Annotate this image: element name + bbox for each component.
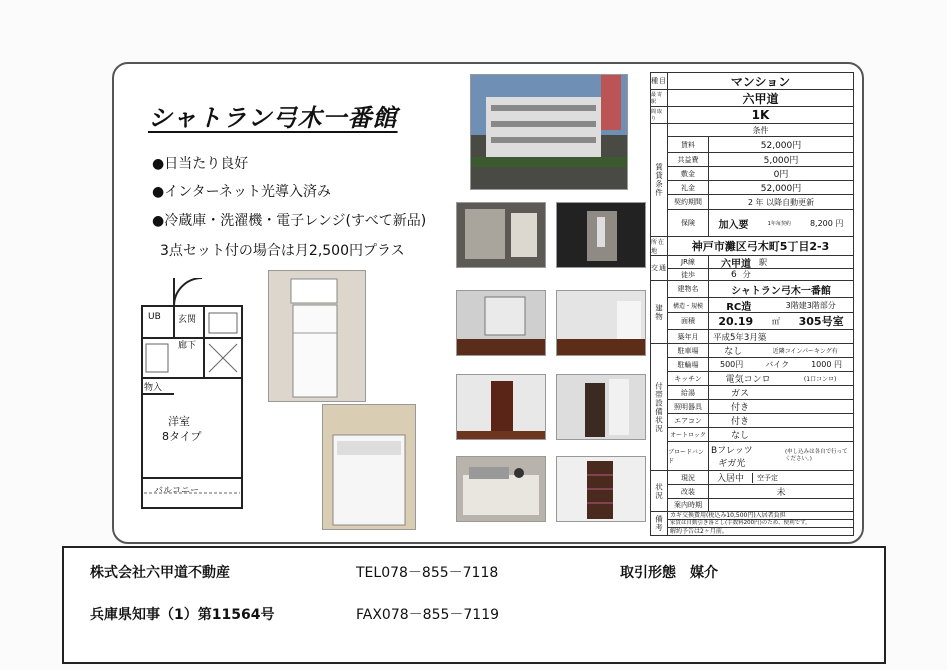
gas-label: 給湯: [668, 386, 709, 399]
kitchen-value: 電気コンロ: [725, 375, 771, 385]
property-title: シャトラン弓木一番館: [148, 103, 398, 132]
plan-label-genkan: 玄関: [178, 315, 197, 325]
vacancy-label: 空予定: [752, 473, 778, 483]
deposit-value: 0円: [773, 170, 789, 180]
parking-note: 近隣コインパーキング有: [772, 348, 838, 355]
entrance-photo: [456, 202, 546, 268]
walk-label: 徒歩: [668, 269, 709, 280]
key-label: 礼金: [668, 181, 709, 194]
plan-label-room: 洋室: [168, 415, 190, 428]
reform-value: 未: [776, 488, 786, 498]
insurance-note: 1年毎契約: [767, 220, 791, 227]
ac-value: 付き: [731, 417, 750, 427]
plan-label-ub: UB: [148, 312, 161, 322]
fridge-microwave-photo: [268, 270, 366, 402]
autolock-label: オートロック: [668, 428, 709, 441]
built-label: 築年月: [668, 330, 709, 343]
autolock-value: なし: [731, 431, 750, 441]
plan-label-balcony: バルコニー: [154, 486, 200, 496]
status-value: 入居中: [717, 474, 745, 484]
remark-3: 解約予告は2ヶ月前。: [670, 528, 728, 535]
common-value: 5,000円: [763, 156, 799, 166]
shoebox-photo: [556, 456, 646, 522]
bike-value: 500円: [719, 360, 744, 369]
key-value: 52,000円: [760, 184, 802, 194]
walk-value: 6: [731, 269, 737, 280]
area-value: 20.19: [718, 314, 754, 328]
room-photo-2: [556, 290, 646, 356]
motorbike-label: バイク: [765, 360, 790, 369]
struct-label: 構造・規模: [668, 298, 709, 312]
kitchen-photo: [456, 456, 546, 522]
door-photo: [456, 374, 546, 440]
deal-type: 取引形態 媒介: [620, 565, 718, 581]
cat-type: 種目: [651, 73, 668, 90]
feature-item: ●冷蔵庫・洗濯機・電子レンジ(すべて新品): [152, 213, 427, 229]
corridor-photo: [556, 202, 646, 268]
motorbike-fee: 1000 円: [811, 360, 842, 369]
cond-header: 条件: [752, 125, 769, 135]
spec-table: [650, 72, 854, 536]
rent-label: 賃料: [668, 137, 709, 152]
set-note: 3点セット付の場合は月2,500円プラス: [160, 243, 405, 259]
cat-station: 最寄駅: [651, 90, 668, 107]
floor-plan: [124, 278, 244, 518]
insurance-label: 保険: [668, 210, 709, 236]
company-fax: FAX078－855－7119: [356, 607, 500, 623]
cat-facility: 付帯設備状況: [651, 344, 668, 471]
cat-layout: 間取り: [651, 107, 668, 124]
plan-label-rouka: 廊下: [178, 341, 197, 351]
building-photo: [470, 74, 628, 190]
light-value: 付き: [731, 403, 750, 413]
bb-value-1: Bフレッツ: [711, 446, 753, 456]
gas-value: ガス: [731, 389, 750, 399]
cat-status: 状況: [651, 471, 668, 512]
ac-label: エアコン: [668, 414, 709, 427]
light-label: 照明器具: [668, 400, 709, 413]
term-value: 2 年 以降自動更新: [747, 197, 815, 207]
hallway-photo: [556, 374, 646, 440]
status-label: 現況: [668, 471, 709, 484]
common-label: 共益費: [668, 153, 709, 166]
spec-type: マンション: [730, 74, 791, 89]
area-unit: ㎡: [771, 316, 780, 326]
plan-label-monoire: 物入: [144, 383, 163, 393]
kitchen-label: キッチン: [668, 372, 709, 385]
showing-label: 案内時期: [668, 499, 709, 511]
showing-value: [709, 499, 853, 511]
line-station: 六甲道: [721, 258, 751, 270]
washer-photo: [322, 404, 416, 530]
feature-item: ●インターネット光導入済み: [152, 184, 331, 200]
company-license: 兵庫県知事（1）第11564号: [90, 607, 275, 623]
built-value: 平成5年3月築: [713, 332, 767, 343]
plan-label-type: 8タイプ: [162, 430, 202, 443]
struct-value: RC造: [726, 301, 752, 313]
parking-value: なし: [724, 347, 743, 357]
room-number: 305号室: [798, 315, 844, 328]
cat-location: 所在地: [651, 237, 668, 256]
parking-label: 駐車場: [668, 344, 709, 357]
walk-unit: 分: [742, 270, 751, 279]
company-name: 株式会社六甲道不動産: [90, 565, 230, 581]
cat-conditions: 賃貸条件: [651, 124, 668, 237]
remark-1: カギ交換費用(税込み10,500円)入居者負担: [668, 512, 853, 520]
cat-traffic: 交通: [651, 256, 668, 281]
bb-note: (申し込みは各自で行ってください。): [785, 448, 848, 462]
insurance-fee: 8,200 円: [809, 218, 844, 228]
line-label: JR線: [668, 256, 709, 268]
floors-value: 3階建3階部分: [785, 300, 836, 310]
deposit-label: 敷金: [668, 167, 709, 180]
bb-value-2: ギガ光: [718, 459, 746, 469]
bb-label: ブロードバンド: [668, 442, 709, 470]
cat-building: 建物: [651, 281, 668, 344]
company-tel: TEL078－855－7118: [356, 565, 499, 581]
insurance-required: 加入要: [718, 219, 749, 231]
company-box: [62, 546, 886, 664]
bname-label: 建物名: [668, 281, 709, 297]
cat-remarks: 備考: [651, 512, 668, 535]
spec-location: 神戸市灘区弓木町5丁目2-3: [691, 240, 830, 253]
term-label: 契約期間: [668, 195, 709, 209]
spec-layout: 1K: [751, 108, 770, 122]
feature-item: ●日当たり良好: [152, 156, 249, 172]
spec-station: 六甲道: [742, 91, 779, 106]
room-photo: [456, 290, 546, 356]
bname-value: シャトラン弓木一番館: [731, 285, 831, 297]
kitchen-note: (1口コンロ): [803, 376, 837, 383]
rent-value: 52,000円: [760, 141, 802, 151]
reform-label: 改装: [668, 485, 709, 498]
eki-label: 駅: [759, 257, 767, 267]
area-label: 面積: [668, 313, 709, 329]
bike-label: 駐輪場: [668, 358, 709, 371]
remark-2: 家賃は自動引き落とし(手数料200円)のため、便利です。: [668, 520, 853, 528]
